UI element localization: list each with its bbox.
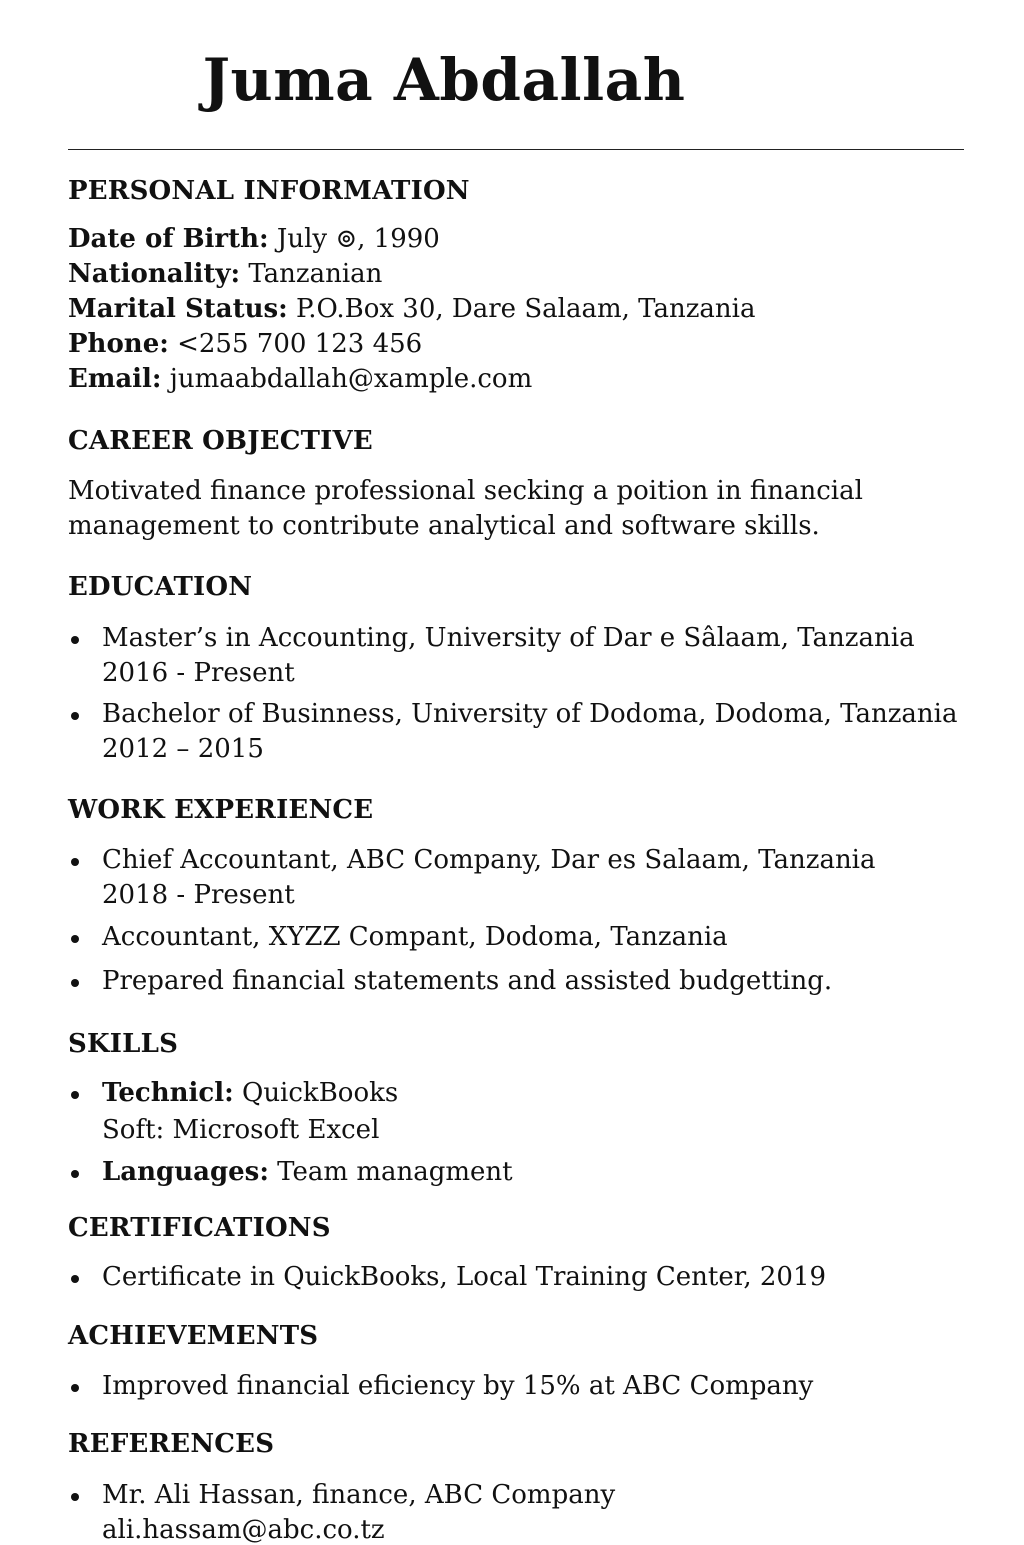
work-item-line-1: Chief Accountant, ABC Company, Dar es Salaam, Tanzania <box>102 845 876 875</box>
skills-soft-value: Microsoft Excel <box>164 1115 380 1145</box>
email-value: jumaabdallah@xample.com <box>169 364 533 394</box>
marital-label: Marital Status: <box>68 294 288 324</box>
phone-line <box>68 329 422 359</box>
education-item-line-2: 2016 - Present <box>102 658 295 688</box>
email-label: Email: <box>68 364 162 394</box>
marital-line <box>68 294 755 324</box>
section-title-achievements: ACHIEVEMENTS <box>68 1321 319 1351</box>
bullet-icon <box>71 1275 79 1283</box>
email-line <box>68 364 532 394</box>
certification-text: Certificate in QuickBooks, Local Training Center, 2019 <box>102 1262 827 1292</box>
skills-technical-label: Technicl: <box>102 1078 234 1108</box>
work-item-line-2: 2018 - Present <box>102 880 295 910</box>
dob-line <box>68 224 440 254</box>
section-title-skills: SKILLS <box>68 1029 179 1059</box>
nationality-label: Nationality: <box>68 259 241 289</box>
bullet-icon <box>71 858 79 866</box>
nationality-line <box>68 259 382 289</box>
section-title-work: WORK EXPERIENCE <box>68 795 374 825</box>
nationality-value: Tanzanian <box>248 259 383 289</box>
bullet-icon <box>71 979 79 987</box>
education-item-line-1: Master’s in Accounting, University of Dar e Sâlaam, Tanzania <box>102 623 915 653</box>
education-item-line-1: Bachelor of Businness, University of Dodoma, Dodoma, Tanzania <box>102 699 958 729</box>
bullet-icon <box>71 1091 79 1099</box>
page-title: Juma Abdallah <box>202 46 686 114</box>
achievement-text: Improved financial eficiency by 15% at ABC Company <box>102 1371 814 1401</box>
skills-languages-value: Team managment <box>268 1157 513 1187</box>
objective-line-1: Motivated finance professional secking a poition in financial <box>68 476 863 506</box>
bullet-icon <box>71 1170 79 1178</box>
bullet-icon <box>71 712 79 720</box>
work-item-line-1: Prepared financial statements and assisted budgetting. <box>102 966 833 996</box>
dob-value: July ⊚, 1990 <box>276 224 440 254</box>
skills-languages-label: Languages: <box>102 1157 269 1187</box>
skills-soft <box>102 1115 379 1145</box>
section-title-personal: PERSONAL INFORMATION <box>68 176 470 206</box>
section-title-objective: CAREER OBJECTIVE <box>68 426 373 456</box>
marital-value: P.O.Box 30, Dare Salaam, Tanzania <box>296 294 756 324</box>
section-title-education: EDUCATION <box>68 572 253 602</box>
phone-value: <255 700 123 456 <box>177 329 423 359</box>
bullet-icon <box>71 636 79 644</box>
education-item-line-2: 2012 – 2015 <box>102 734 264 764</box>
bullet-icon <box>71 935 79 943</box>
skills-technical <box>102 1078 398 1108</box>
section-title-certifications: CERTIFICATIONS <box>68 1213 331 1243</box>
reference-line-1: Mr. Ali Hassan, finance, ABC Company <box>102 1480 616 1510</box>
section-title-references: REFERENCES <box>68 1429 275 1459</box>
reference-line-2: ali.hassam@abc.co.tz <box>102 1515 385 1545</box>
bullet-icon <box>71 1493 79 1501</box>
phone-label: Phone: <box>68 329 169 359</box>
work-item-line-1: Accountant, XYZZ Compant, Dodoma, Tanzania <box>102 922 728 952</box>
skills-languages <box>102 1157 513 1187</box>
skills-technical-value: QuickBooks <box>233 1078 399 1108</box>
bullet-icon <box>71 1384 79 1392</box>
header-divider <box>68 149 964 150</box>
objective-line-2: management to contribute analytical and software skills. <box>68 511 820 541</box>
dob-label: Date of Birth: <box>68 224 269 254</box>
skills-soft-label: Soft: <box>102 1115 165 1145</box>
